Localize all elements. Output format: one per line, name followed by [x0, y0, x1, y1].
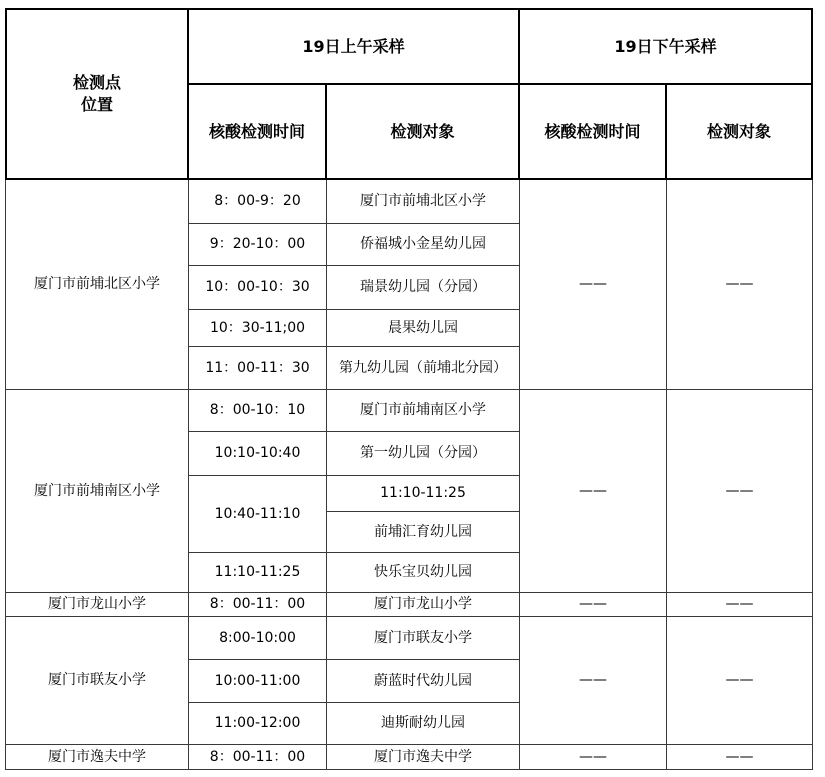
location-cell: 厦门市前埔北区小学: [5, 180, 189, 390]
afternoon-sampling-header: 19日下午采样: [520, 8, 813, 85]
location-header: [5, 8, 189, 180]
location-cell: 厦门市逸夫中学: [5, 745, 189, 770]
morning-time-cell: 8：00-10：10: [189, 390, 327, 432]
morning-target-cell: 快乐宝贝幼儿园: [327, 553, 520, 593]
morning-target-header: 检测对象: [327, 85, 520, 180]
morning-target-cell: 厦门市龙山小学: [327, 593, 520, 617]
afternoon-target-cell: ——: [667, 180, 813, 390]
location-header-line-1: 检测点: [72, 72, 121, 92]
location-header-line-2: 位置: [80, 95, 113, 114]
location-cell: 厦门市联友小学: [5, 617, 189, 745]
morning-time-cell: 8:00-10:00: [189, 617, 327, 660]
afternoon-target-cell: ——: [667, 745, 813, 770]
morning-time-cell: 10:00-11:00: [189, 660, 327, 703]
morning-time-cell: 9：20-10：00: [189, 224, 327, 266]
morning-target-cell: 第一幼儿园（分园）: [327, 432, 520, 476]
morning-target-cell: 晨果幼儿园: [327, 310, 520, 347]
morning-time-cell: 10:40-11:10: [189, 476, 327, 553]
morning-target-cell: 厦门市逸夫中学: [327, 745, 520, 770]
afternoon-time-cell: ——: [520, 180, 667, 390]
morning-target-cell: 第九幼儿园（前埔北分园）: [327, 347, 520, 390]
morning-target-cell: 侨福城小金星幼儿园: [327, 224, 520, 266]
morning-target-cell: 厦门市前埔南区小学: [327, 390, 520, 432]
morning-time-cell: 8：00-11：00: [189, 593, 327, 617]
morning-time-cell: 10：30-11;00: [189, 310, 327, 347]
sampling-schedule-table: [5, 8, 813, 770]
morning-target-cell: 迪斯耐幼儿园: [327, 703, 520, 745]
afternoon-target-cell: ——: [667, 593, 813, 617]
morning-time-cell: 8：00-11：00: [189, 745, 327, 770]
afternoon-time-cell: ——: [520, 390, 667, 593]
afternoon-target-cell: ——: [667, 617, 813, 745]
morning-time-cell: 11:10-11:25: [189, 553, 327, 593]
afternoon-time-cell: ——: [520, 745, 667, 770]
morning-time-cell: 10：00-10：30: [189, 266, 327, 310]
location-cell: 厦门市前埔南区小学: [5, 390, 189, 593]
afternoon-time-header: 核酸检测时间: [520, 85, 667, 180]
morning-target-cell: 厦门市联友小学: [327, 617, 520, 660]
morning-sampling-header: 19日上午采样: [189, 8, 520, 85]
afternoon-target-header: 检测对象: [667, 85, 813, 180]
afternoon-time-cell: ——: [520, 617, 667, 745]
morning-time-header: 核酸检测时间: [189, 85, 327, 180]
location-cell: 厦门市龙山小学: [5, 593, 189, 617]
afternoon-target-cell: ——: [667, 390, 813, 593]
morning-target-cell: 厦门市前埔北区小学: [327, 180, 520, 224]
morning-target-cell: 11:10-11:25: [327, 476, 520, 512]
morning-time-cell: 11：00-11：30: [189, 347, 327, 390]
afternoon-time-cell: ——: [520, 593, 667, 617]
morning-time-cell: 8：00-9：20: [189, 180, 327, 224]
morning-target-cell: 瑞景幼儿园（分园）: [327, 266, 520, 310]
morning-time-cell: 10:10-10:40: [189, 432, 327, 476]
morning-time-cell: 11:00-12:00: [189, 703, 327, 745]
morning-target-cell: 前埔汇育幼儿园: [327, 512, 520, 553]
morning-target-cell: 蔚蓝时代幼儿园: [327, 660, 520, 703]
